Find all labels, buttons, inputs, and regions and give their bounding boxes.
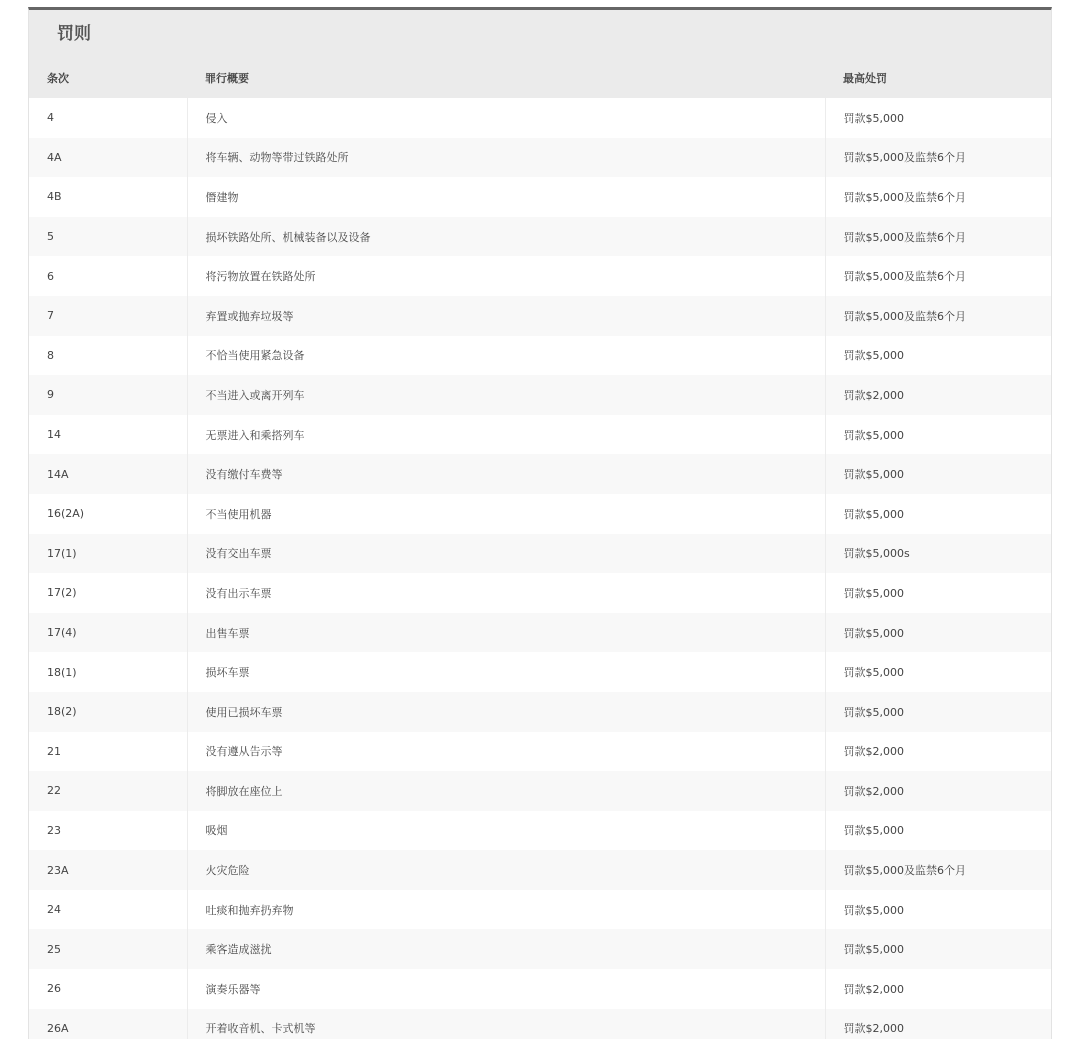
cell-offence: 弃置或抛弃垃圾等: [187, 296, 825, 336]
cell-section: 8: [29, 336, 187, 376]
table-row: [29, 98, 1051, 138]
cell-offence: 乘客造成滋扰: [187, 929, 825, 969]
cell-section: 17(1): [29, 534, 187, 574]
cell-offence: 出售车票: [187, 613, 825, 653]
cell-section: 22: [29, 771, 187, 811]
cell-offence: 没有出示车票: [187, 573, 825, 613]
cell-section: 6: [29, 256, 187, 296]
cell-section: 5: [29, 217, 187, 257]
table-row: [29, 454, 1051, 494]
cell-offence: 将车辆、动物等带过铁路处所: [187, 138, 825, 178]
cell-offence: 吸烟: [187, 811, 825, 851]
cell-offence: 吐痰和抛弃扔弃物: [187, 890, 825, 930]
cell-offence: 没有遵从告示等: [187, 732, 825, 772]
cell-penalty: 罚款$2,000: [825, 732, 1051, 772]
cell-section: 4: [29, 98, 187, 138]
table-row: [29, 613, 1051, 653]
cell-penalty: 罚款$5,000: [825, 98, 1051, 138]
table-row: [29, 217, 1051, 257]
cell-penalty: 罚款$5,000: [825, 573, 1051, 613]
table-row: [29, 692, 1051, 732]
cell-penalty: 罚款$5,000: [825, 454, 1051, 494]
cell-section: 23: [29, 811, 187, 851]
cell-section: 25: [29, 929, 187, 969]
cell-penalty: 罚款$5,000: [825, 890, 1051, 930]
cell-penalty: 罚款$5,000及监禁6个月: [825, 177, 1051, 217]
table-row: [29, 256, 1051, 296]
header-section: 条次: [29, 58, 187, 98]
cell-section: 18(2): [29, 692, 187, 732]
table-row: [29, 336, 1051, 376]
cell-offence: 将脚放在座位上: [187, 771, 825, 811]
cell-penalty: 罚款$5,000及监禁6个月: [825, 138, 1051, 178]
table-row: [29, 1009, 1051, 1039]
header-offence: 罪行概要: [187, 58, 825, 98]
cell-section: 7: [29, 296, 187, 336]
cell-section: 4B: [29, 177, 187, 217]
cell-penalty: 罚款$5,000: [825, 415, 1051, 455]
cell-offence: 火灾危险: [187, 850, 825, 890]
table-header-row: [29, 58, 1051, 98]
cell-penalty: 罚款$5,000: [825, 929, 1051, 969]
penalties-panel: [28, 7, 1052, 1039]
cell-section: 17(4): [29, 613, 187, 653]
table-row: [29, 415, 1051, 455]
cell-offence: 僭建物: [187, 177, 825, 217]
cell-penalty: 罚款$2,000: [825, 375, 1051, 415]
cell-section: 23A: [29, 850, 187, 890]
cell-offence: 不当使用机器: [187, 494, 825, 534]
table-row: [29, 890, 1051, 930]
cell-offence: 将污物放置在铁路处所: [187, 256, 825, 296]
panel-title: 罚则: [29, 10, 1051, 58]
cell-penalty: 罚款$5,000s: [825, 534, 1051, 574]
table-row: [29, 652, 1051, 692]
cell-penalty: 罚款$5,000: [825, 692, 1051, 732]
cell-section: 21: [29, 732, 187, 772]
table-row: [29, 375, 1051, 415]
table-row: [29, 811, 1051, 851]
cell-section: 17(2): [29, 573, 187, 613]
table-row: [29, 534, 1051, 574]
cell-penalty: 罚款$5,000: [825, 652, 1051, 692]
cell-penalty: 罚款$2,000: [825, 1009, 1051, 1039]
table-row: [29, 771, 1051, 811]
cell-penalty: 罚款$5,000: [825, 494, 1051, 534]
table-body: [29, 98, 1051, 1039]
cell-section: 4A: [29, 138, 187, 178]
cell-penalty: 罚款$2,000: [825, 969, 1051, 1009]
cell-offence: 使用已损坏车票: [187, 692, 825, 732]
table-row: [29, 138, 1051, 178]
cell-penalty: 罚款$5,000及监禁6个月: [825, 296, 1051, 336]
cell-penalty: 罚款$5,000: [825, 336, 1051, 376]
header-penalty: 最高处罚: [825, 58, 1051, 98]
cell-penalty: 罚款$5,000: [825, 613, 1051, 653]
cell-offence: 不当进入或离开列车: [187, 375, 825, 415]
penalties-table: [29, 58, 1051, 1039]
table-row: [29, 969, 1051, 1009]
cell-offence: 损坏铁路处所、机械装备以及设备: [187, 217, 825, 257]
cell-offence: 演奏乐器等: [187, 969, 825, 1009]
cell-section: 14: [29, 415, 187, 455]
cell-section: 18(1): [29, 652, 187, 692]
cell-penalty: 罚款$2,000: [825, 771, 1051, 811]
cell-section: 14A: [29, 454, 187, 494]
table-row: [29, 494, 1051, 534]
cell-section: 9: [29, 375, 187, 415]
cell-offence: 侵入: [187, 98, 825, 138]
cell-offence: 不恰当使用紧急设备: [187, 336, 825, 376]
cell-offence: 开着收音机、卡式机等: [187, 1009, 825, 1039]
table-row: [29, 573, 1051, 613]
cell-offence: 无票进入和乘搭列车: [187, 415, 825, 455]
cell-offence: 没有缴付车费等: [187, 454, 825, 494]
cell-offence: 没有交出车票: [187, 534, 825, 574]
table-row: [29, 850, 1051, 890]
table-row: [29, 929, 1051, 969]
cell-section: 16(2A): [29, 494, 187, 534]
cell-penalty: 罚款$5,000及监禁6个月: [825, 217, 1051, 257]
table-row: [29, 177, 1051, 217]
cell-penalty: 罚款$5,000: [825, 811, 1051, 851]
cell-section: 24: [29, 890, 187, 930]
cell-section: 26A: [29, 1009, 187, 1039]
table-row: [29, 296, 1051, 336]
table-row: [29, 732, 1051, 772]
cell-section: 26: [29, 969, 187, 1009]
cell-penalty: 罚款$5,000及监禁6个月: [825, 256, 1051, 296]
cell-penalty: 罚款$5,000及监禁6个月: [825, 850, 1051, 890]
cell-offence: 损坏车票: [187, 652, 825, 692]
